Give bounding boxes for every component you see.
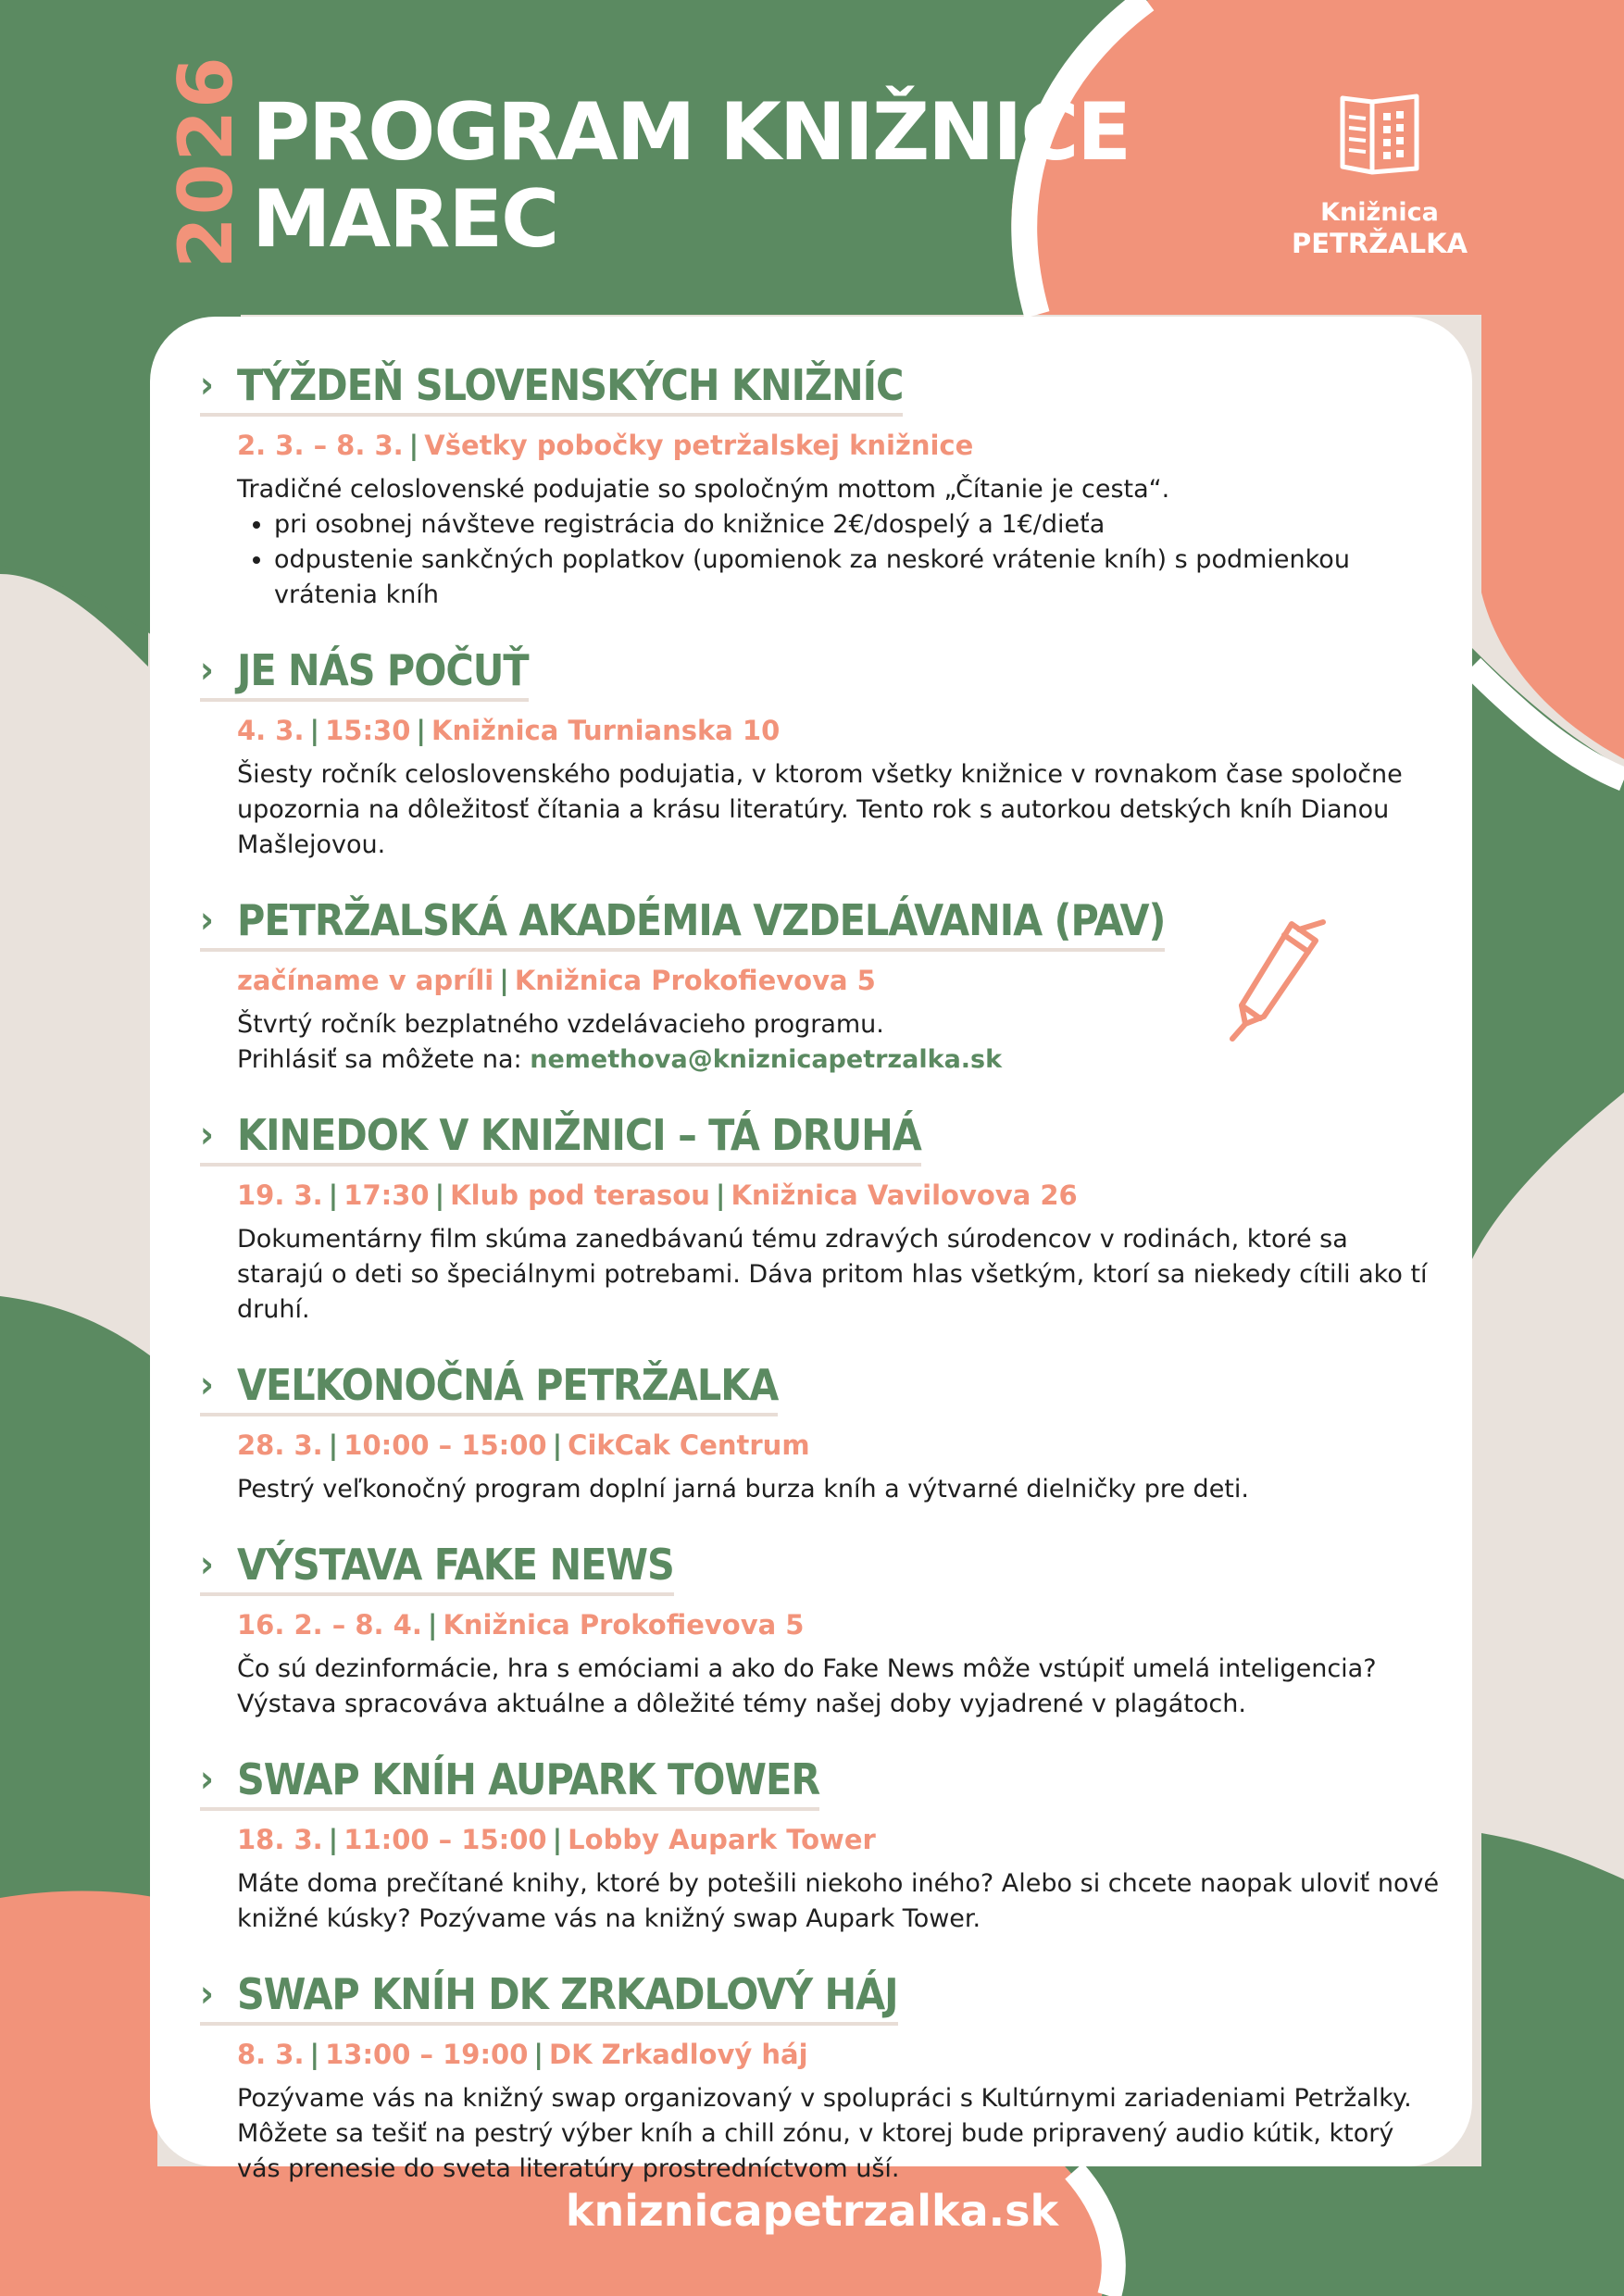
event-bullets — [237, 507, 1441, 613]
event-description — [237, 1007, 1441, 1078]
library-logo[interactable] — [1292, 93, 1468, 259]
email-link[interactable]: nemethova@kniznicapetrzalka.sk — [530, 1045, 1003, 1074]
event-date: 2. 3. – 8. 3. — [237, 430, 404, 461]
event-description: Dokumentárny film skúma zanedbávanú tému zdravých súrodencov v rodinách, ktoré sa starajú o deti so špeciálnymi potrebami. Dáva pritom hlas všetkým, ktorí sa niekedy cítili ako tí druhí. — [237, 1225, 1428, 1324]
event-item — [200, 1109, 1441, 1328]
event-time: 17:30 — [344, 1179, 430, 1211]
event-meta — [237, 428, 1441, 463]
event-location: Knižnica Prokofievova 5 — [443, 1609, 805, 1641]
event-description: Máte doma prečítané knihy, ktoré by potešili niekoho iného? Alebo si chcete naopak uloviť nové knižné kúsky? Pozývame vás na knižný swap Aupark Tower. — [237, 1869, 1440, 1933]
website-link[interactable]: kniznicapetrzalka.sk — [565, 2186, 1059, 2236]
event-bullet: • odpustenie sankčných poplatkov (upomienok za neskoré vrátenie kníh) s podmienkou vrátenia kníh — [274, 543, 1441, 613]
event-title-text: VÝSTAVA FAKE NEWS — [237, 1540, 674, 1590]
event-date: 19. 3. — [237, 1179, 323, 1211]
meta-separator: | — [434, 1179, 445, 1211]
meta-separator: | — [715, 1179, 726, 1211]
event-title[interactable] — [200, 644, 529, 702]
event-date: 16. 2. – 8. 4. — [237, 1609, 422, 1641]
event-title[interactable] — [200, 359, 903, 417]
event-venue: Klub pod terasou — [450, 1179, 710, 1211]
event-title[interactable] — [200, 1539, 674, 1596]
event-description — [237, 472, 1441, 613]
logo-line-2: PETRŽALKA — [1292, 228, 1468, 259]
event-location: Lobby Aupark Tower — [568, 1824, 876, 1855]
event-time: 10:00 – 15:00 — [344, 1429, 547, 1461]
event-title[interactable] — [200, 894, 1165, 952]
event-title-text: SWAP KNÍH AUPARK TOWER — [237, 1754, 820, 1804]
event-date: 18. 3. — [237, 1824, 323, 1855]
chevron-right-icon: › — [200, 1543, 213, 1586]
event-item — [200, 1968, 1441, 2187]
signup-label: Prihlásiť sa môžete na: — [237, 1045, 522, 1074]
meta-separator: | — [427, 1609, 438, 1641]
event-title-text: TÝŽDEŇ SLOVENSKÝCH KNIŽNÍC — [237, 360, 904, 410]
meta-separator: | — [408, 430, 419, 461]
event-item — [200, 1753, 1441, 1937]
title-line-2: MAREC — [252, 173, 558, 266]
title-line-1: PROGRAM KNIŽNICE — [252, 86, 1131, 179]
event-item — [200, 644, 1441, 863]
chevron-right-icon: › — [200, 1758, 213, 1801]
meta-separator: | — [328, 1429, 339, 1461]
event-title-text: VEĽKONOČNÁ PETRŽALKA — [237, 1360, 779, 1410]
event-time: 13:00 – 19:00 — [325, 2039, 529, 2070]
meta-separator: | — [416, 715, 426, 746]
event-location: Knižnica Vavilovova 26 — [731, 1179, 1078, 1211]
event-date: 4. 3. — [237, 715, 305, 746]
event-description: Čo sú dezinformácie, hra s emóciami a ako do Fake News môže vstúpiť umelá inteligencia? Výstava spracováva aktuálne a dôležité témy našej doby vyjadrené v plagátoch. — [237, 1654, 1377, 1718]
meta-separator: | — [499, 965, 509, 996]
event-meta — [237, 2037, 1441, 2072]
meta-separator: | — [309, 2039, 320, 2070]
event-date: začíname v apríli — [237, 965, 494, 996]
event-title-text: JE NÁS POČUŤ — [237, 645, 529, 695]
event-title[interactable] — [200, 1109, 921, 1167]
book-icon — [1339, 93, 1420, 178]
event-title-text: SWAP KNÍH DK ZRKADLOVÝ HÁJ — [237, 1969, 898, 2019]
logo-line-1: Knižnica — [1320, 198, 1439, 227]
event-description-text: Tradičné celoslovenské podujatie so spoločným mottom „Čítanie je cesta“. — [237, 475, 1170, 504]
event-description: Pestrý veľkonočný program doplní jarná burza kníh a výtvarné dielničky pre deti. — [237, 1475, 1249, 1504]
event-item — [200, 1359, 1441, 1507]
chevron-right-icon: › — [200, 899, 213, 942]
event-meta — [237, 1428, 1441, 1463]
meta-separator: | — [552, 1824, 563, 1855]
event-title-text: KINEDOK V KNIŽNICI – TÁ DRUHÁ — [237, 1110, 921, 1160]
chevron-right-icon: › — [200, 1973, 213, 2015]
meta-separator: | — [328, 1179, 339, 1211]
event-location: Všetky pobočky petržalskej knižnice — [424, 430, 974, 461]
event-title[interactable] — [200, 1753, 819, 1811]
event-description: Šiesty ročník celoslovenského podujatia, v ktorom všetky knižnice v rovnakom čase spoločne upozornia na dôležitosť čítania a krásu literatúry. Tento rok s autorkou detských kníh Dianou Mašlejovou. — [237, 760, 1403, 859]
event-date: 28. 3. — [237, 1429, 323, 1461]
chevron-right-icon: › — [200, 649, 213, 692]
event-time: 15:30 — [325, 715, 411, 746]
page-title — [252, 86, 1131, 266]
meta-separator: | — [533, 2039, 543, 2070]
meta-separator: | — [552, 1429, 563, 1461]
event-signup — [237, 1042, 1441, 1078]
event-meta — [237, 713, 1441, 748]
event-item — [200, 894, 1441, 1078]
event-location: Knižnica Turnianska 10 — [431, 715, 781, 746]
event-title-text: PETRŽALSKÁ AKADÉMIA VZDELÁVANIA (PAV) — [237, 895, 1166, 945]
event-title[interactable] — [200, 1968, 898, 2026]
event-bullet: • pri osobnej návšteve registrácia do knižnice 2€/dospelý a 1€/dieťa — [274, 507, 1441, 543]
event-meta — [237, 1178, 1441, 1213]
event-location: Knižnica Prokofievova 5 — [514, 965, 876, 996]
meta-separator: | — [309, 715, 320, 746]
chevron-right-icon: › — [200, 1114, 213, 1156]
event-meta — [237, 1822, 1441, 1857]
meta-separator: | — [328, 1824, 339, 1855]
event-location: CikCak Centrum — [568, 1429, 810, 1461]
chevron-right-icon: › — [200, 364, 213, 406]
event-description: Pozývame vás na knižný swap organizovaný v spolupráci s Kultúrnymi zariadeniami Petržalky. Môžete sa tešiť na pestrý výber kníh a chill zónu, v ktorej bude pripravený audio kútik, ktorý vás prenesie do sveta literatúry prostredníctvom uší. — [237, 2084, 1412, 2183]
program-year: 2026 — [163, 55, 249, 268]
event-item — [200, 359, 1441, 613]
event-list — [200, 359, 1441, 2218]
event-item — [200, 1539, 1441, 1722]
event-meta — [237, 1607, 1441, 1642]
event-time: 11:00 – 15:00 — [344, 1824, 547, 1855]
event-meta — [237, 963, 1441, 998]
event-title[interactable] — [200, 1359, 778, 1416]
event-location: DK Zrkadlový háj — [549, 2039, 808, 2070]
event-description-text: Štvrtý ročník bezplatného vzdelávacieho programu. — [237, 1010, 884, 1039]
chevron-right-icon: › — [200, 1364, 213, 1406]
event-date: 8. 3. — [237, 2039, 305, 2070]
